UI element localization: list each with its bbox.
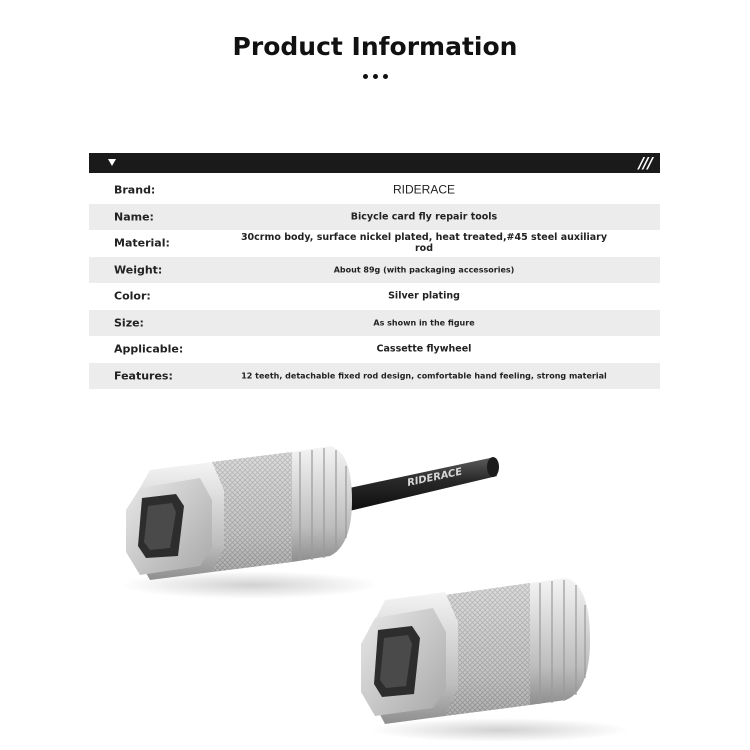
table-row-color <box>89 283 660 310</box>
product-image <box>0 400 750 750</box>
table-row-features <box>89 363 660 390</box>
table-row-name <box>89 204 660 231</box>
row-label: Weight: <box>114 263 163 277</box>
row-value: About 89g (with packaging accessories) <box>333 265 515 275</box>
title-dots-decoration <box>0 74 750 79</box>
row-label: Features: <box>114 369 173 383</box>
row-value: Silver plating <box>388 290 460 302</box>
table-row-material <box>89 230 660 257</box>
row-value: 30crmo body, surface nickel plated, heat treated,#45 steel auxiliary rod <box>240 232 608 255</box>
page-title: Product Information <box>232 32 518 61</box>
table-row-weight <box>89 257 660 284</box>
slashes-decoration-icon: /// <box>638 154 652 172</box>
table-row-brand <box>89 177 660 204</box>
row-label: Name: <box>114 210 154 224</box>
cassette-tool-with-rod <box>120 446 499 599</box>
cassette-tool <box>361 578 630 742</box>
row-label: Applicable: <box>114 342 184 356</box>
row-label: Size: <box>114 316 144 330</box>
rod-logo-text: RIDERACE <box>406 466 464 489</box>
row-label: Color: <box>114 289 151 303</box>
row-value: Bicycle card fly repair tools <box>350 211 498 223</box>
row-label: Brand: <box>114 183 156 197</box>
row-value: As shown in the figure <box>373 318 475 328</box>
row-label: Material: <box>114 236 170 250</box>
table-header-bar <box>89 153 660 173</box>
product-info-table <box>89 177 660 389</box>
table-row-size <box>89 310 660 337</box>
table-row-applicable <box>89 336 660 363</box>
row-value: 12 teeth, detachable fixed rod design, comfortable hand feeling, strong material <box>241 371 607 381</box>
triangle-down-icon <box>108 159 116 166</box>
row-value: Cassette flywheel <box>376 343 472 355</box>
row-value: RIDERACE <box>392 182 455 197</box>
